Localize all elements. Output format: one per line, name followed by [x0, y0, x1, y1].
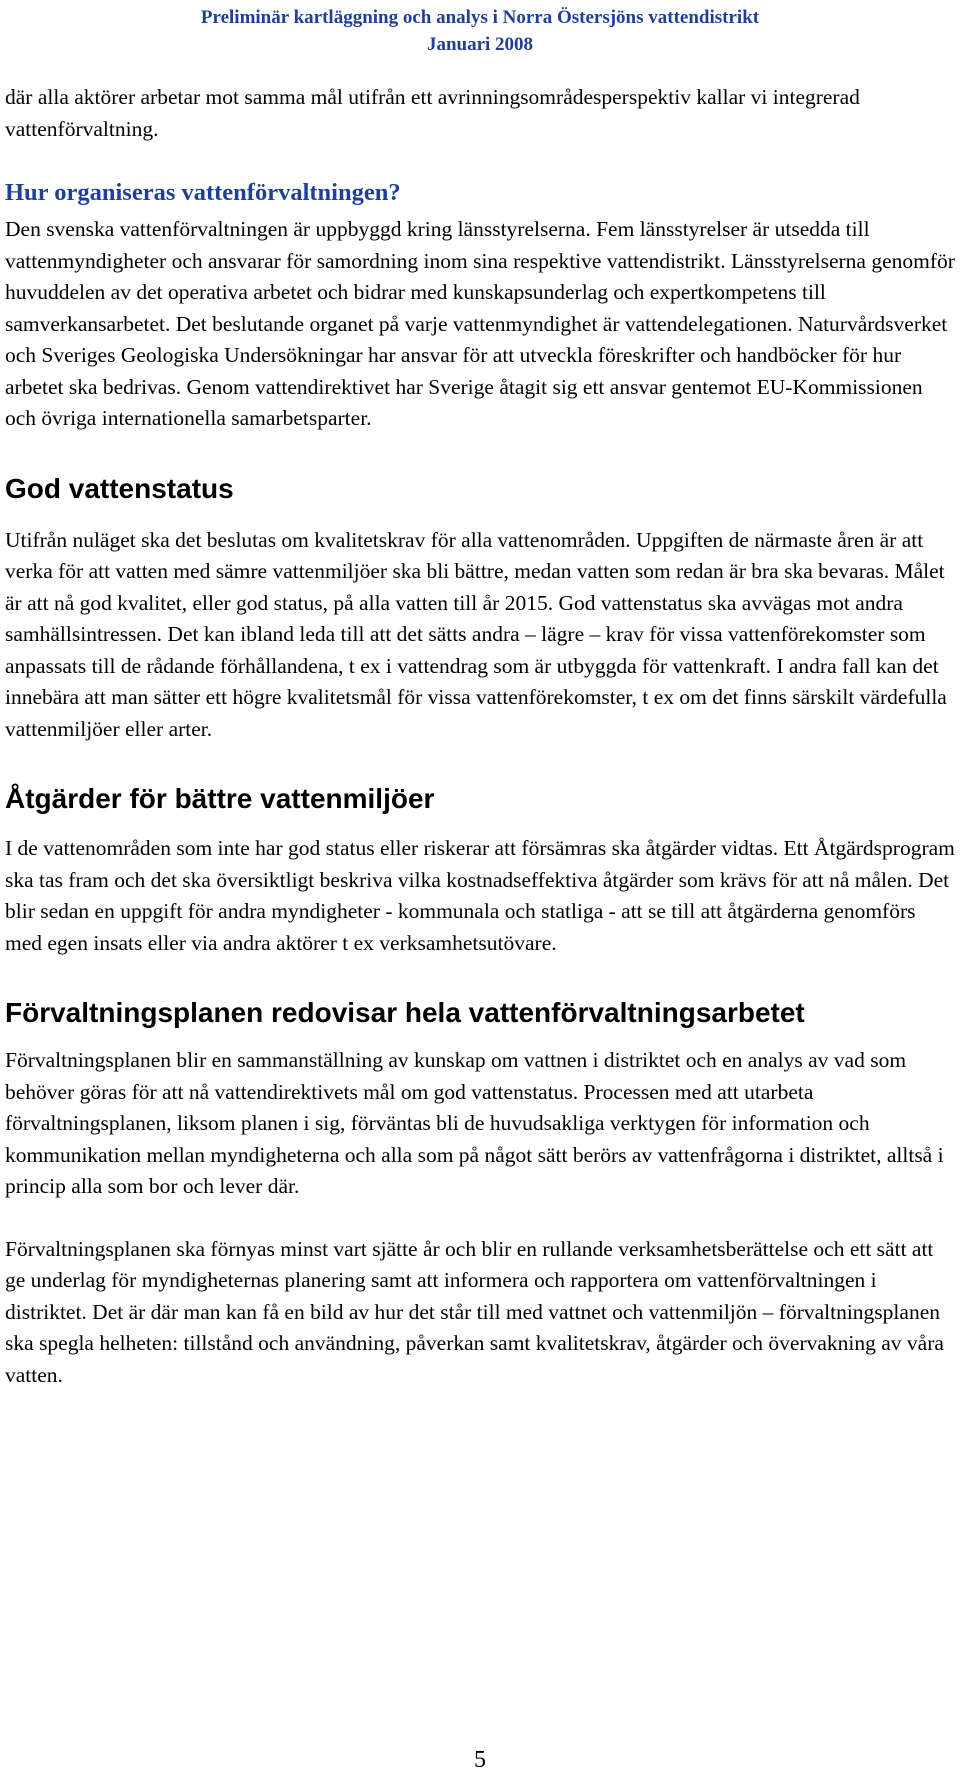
header-date: Januari 2008	[426, 34, 534, 55]
document-body	[5, 82, 955, 1391]
header-title: Preliminär kartläggning och analys i Norra Östersjöns vattendistrikt	[200, 7, 760, 28]
plan-paragraph-2: Förvaltningsplanen ska förnyas minst vart sjätte år och blir en rullande verksamhetsberättelse och ett sätt att ge underlag för myndigheternas planering samt att informera och rapportera om vattenförvaltningen i distriktet. Det är där man kan få en bild av hur det står till med vattnet och vattenmiljön – förvaltningsplanen ska spegla helheten: tillstånd och användning, påverkan samt kvalitetskrav, åtgärder och övervakning av våra vatten.	[5, 1236, 944, 1387]
section-plan	[5, 995, 955, 1391]
atgarder-paragraph: I de vattenområden som inte har god status eller riskerar att försämras ska åtgärder vidtas. Ett Åtgärdsprogram ska tas fram och det ska översiktligt beskriva vilka kostnadseffektiva åtgärder som krävs för att nå målen. Det blir sedan en uppgift för andra myndigheter - kommunala och statliga - att se till att åtgärderna genomförs med egen insats eller via andra aktörer t ex verksamhetsutövare.	[5, 836, 955, 955]
heading-organisation: Hur organiseras vattenförvaltningen?	[5, 179, 401, 206]
section-status	[5, 471, 955, 746]
organisation-paragraph: Den svenska vattenförvaltningen är uppbyggd kring länsstyrelserna. Fem länsstyrelser är utsedda till vattenmyndigheter och ansvarar för samordning inom sina respektive vattendistrikt. Länsstyrelserna genomför huvuddelen av det operativa arbetet och bidrar med kunskapsunderlag och expertkompetens till samverkansarbetet. Det beslutande organet på varje vattenmyndighet är vattendelegationen. Naturvårdsverket och Sveriges Geologiska Undersökningar har ansvar för att utveckla föreskrifter och handböcker för hur arbetet ska bedrivas. Genom vattendirektivet har Sverige åtagit sig ett ansvar gentemot EU-Kommissionen och övriga internationella samarbetsparter.	[5, 217, 955, 430]
heading-status: God vattenstatus	[5, 472, 234, 504]
intro-paragraph: där alla aktörer arbetar mot samma mål utifrån ett avrinningsområdesperspektiv kallar vi integrerad vattenförvaltning.	[5, 85, 860, 141]
section-organisation	[5, 176, 955, 435]
section-atgarder	[5, 781, 955, 959]
status-paragraph: Utifrån nuläget ska det beslutas om kvalitetskrav för alla vattenområden. Uppgiften de närmaste åren är att verka för att vatten med sämre vattenmiljöer ska bli bättre, medan vatten som redan är bra ska bevaras. Målet är att nå god kvalitet, eller god status, på alla vatten till år 2015. God vattenstatus ska avvägas mot andra samhällsintressen. Det kan ibland leda till att det sätts andra – lägre – krav för vissa vattenförekomster som anpassats till de rådande förhållandena, t ex i vattendrag som är utbyggda för vattenkraft. I andra fall kan det innebära att man sätter ett högre kvalitetsmål för vissa vattenförekomster, t ex om det finns särskilt värdefulla vattenmiljöer eller arter.	[5, 527, 947, 741]
plan-paragraph-1: Förvaltningsplanen blir en sammanställning av kunskap om vattnen i distriktet och en analys av vad som behöver göras för att nå vattendirektivets mål om god vattenstatus. Processen med att utarbeta förvaltningsplanen, liksom planen i sig, förväntas bli de huvudsakliga verktygen för information och kommunikation mellan myndigheterna och alla som på något sätt berörs av vattenfrågorna i distriktet, alltså i princip alla som bor och lever där.	[5, 1048, 944, 1198]
running-header	[0, 4, 960, 58]
heading-plan: Förvaltningsplanen redovisar hela vattenförvaltningsarbetet	[5, 997, 805, 1028]
heading-atgarder: Åtgärder för bättre vattenmiljöer	[5, 783, 435, 814]
page-number: 5	[474, 1747, 486, 1773]
